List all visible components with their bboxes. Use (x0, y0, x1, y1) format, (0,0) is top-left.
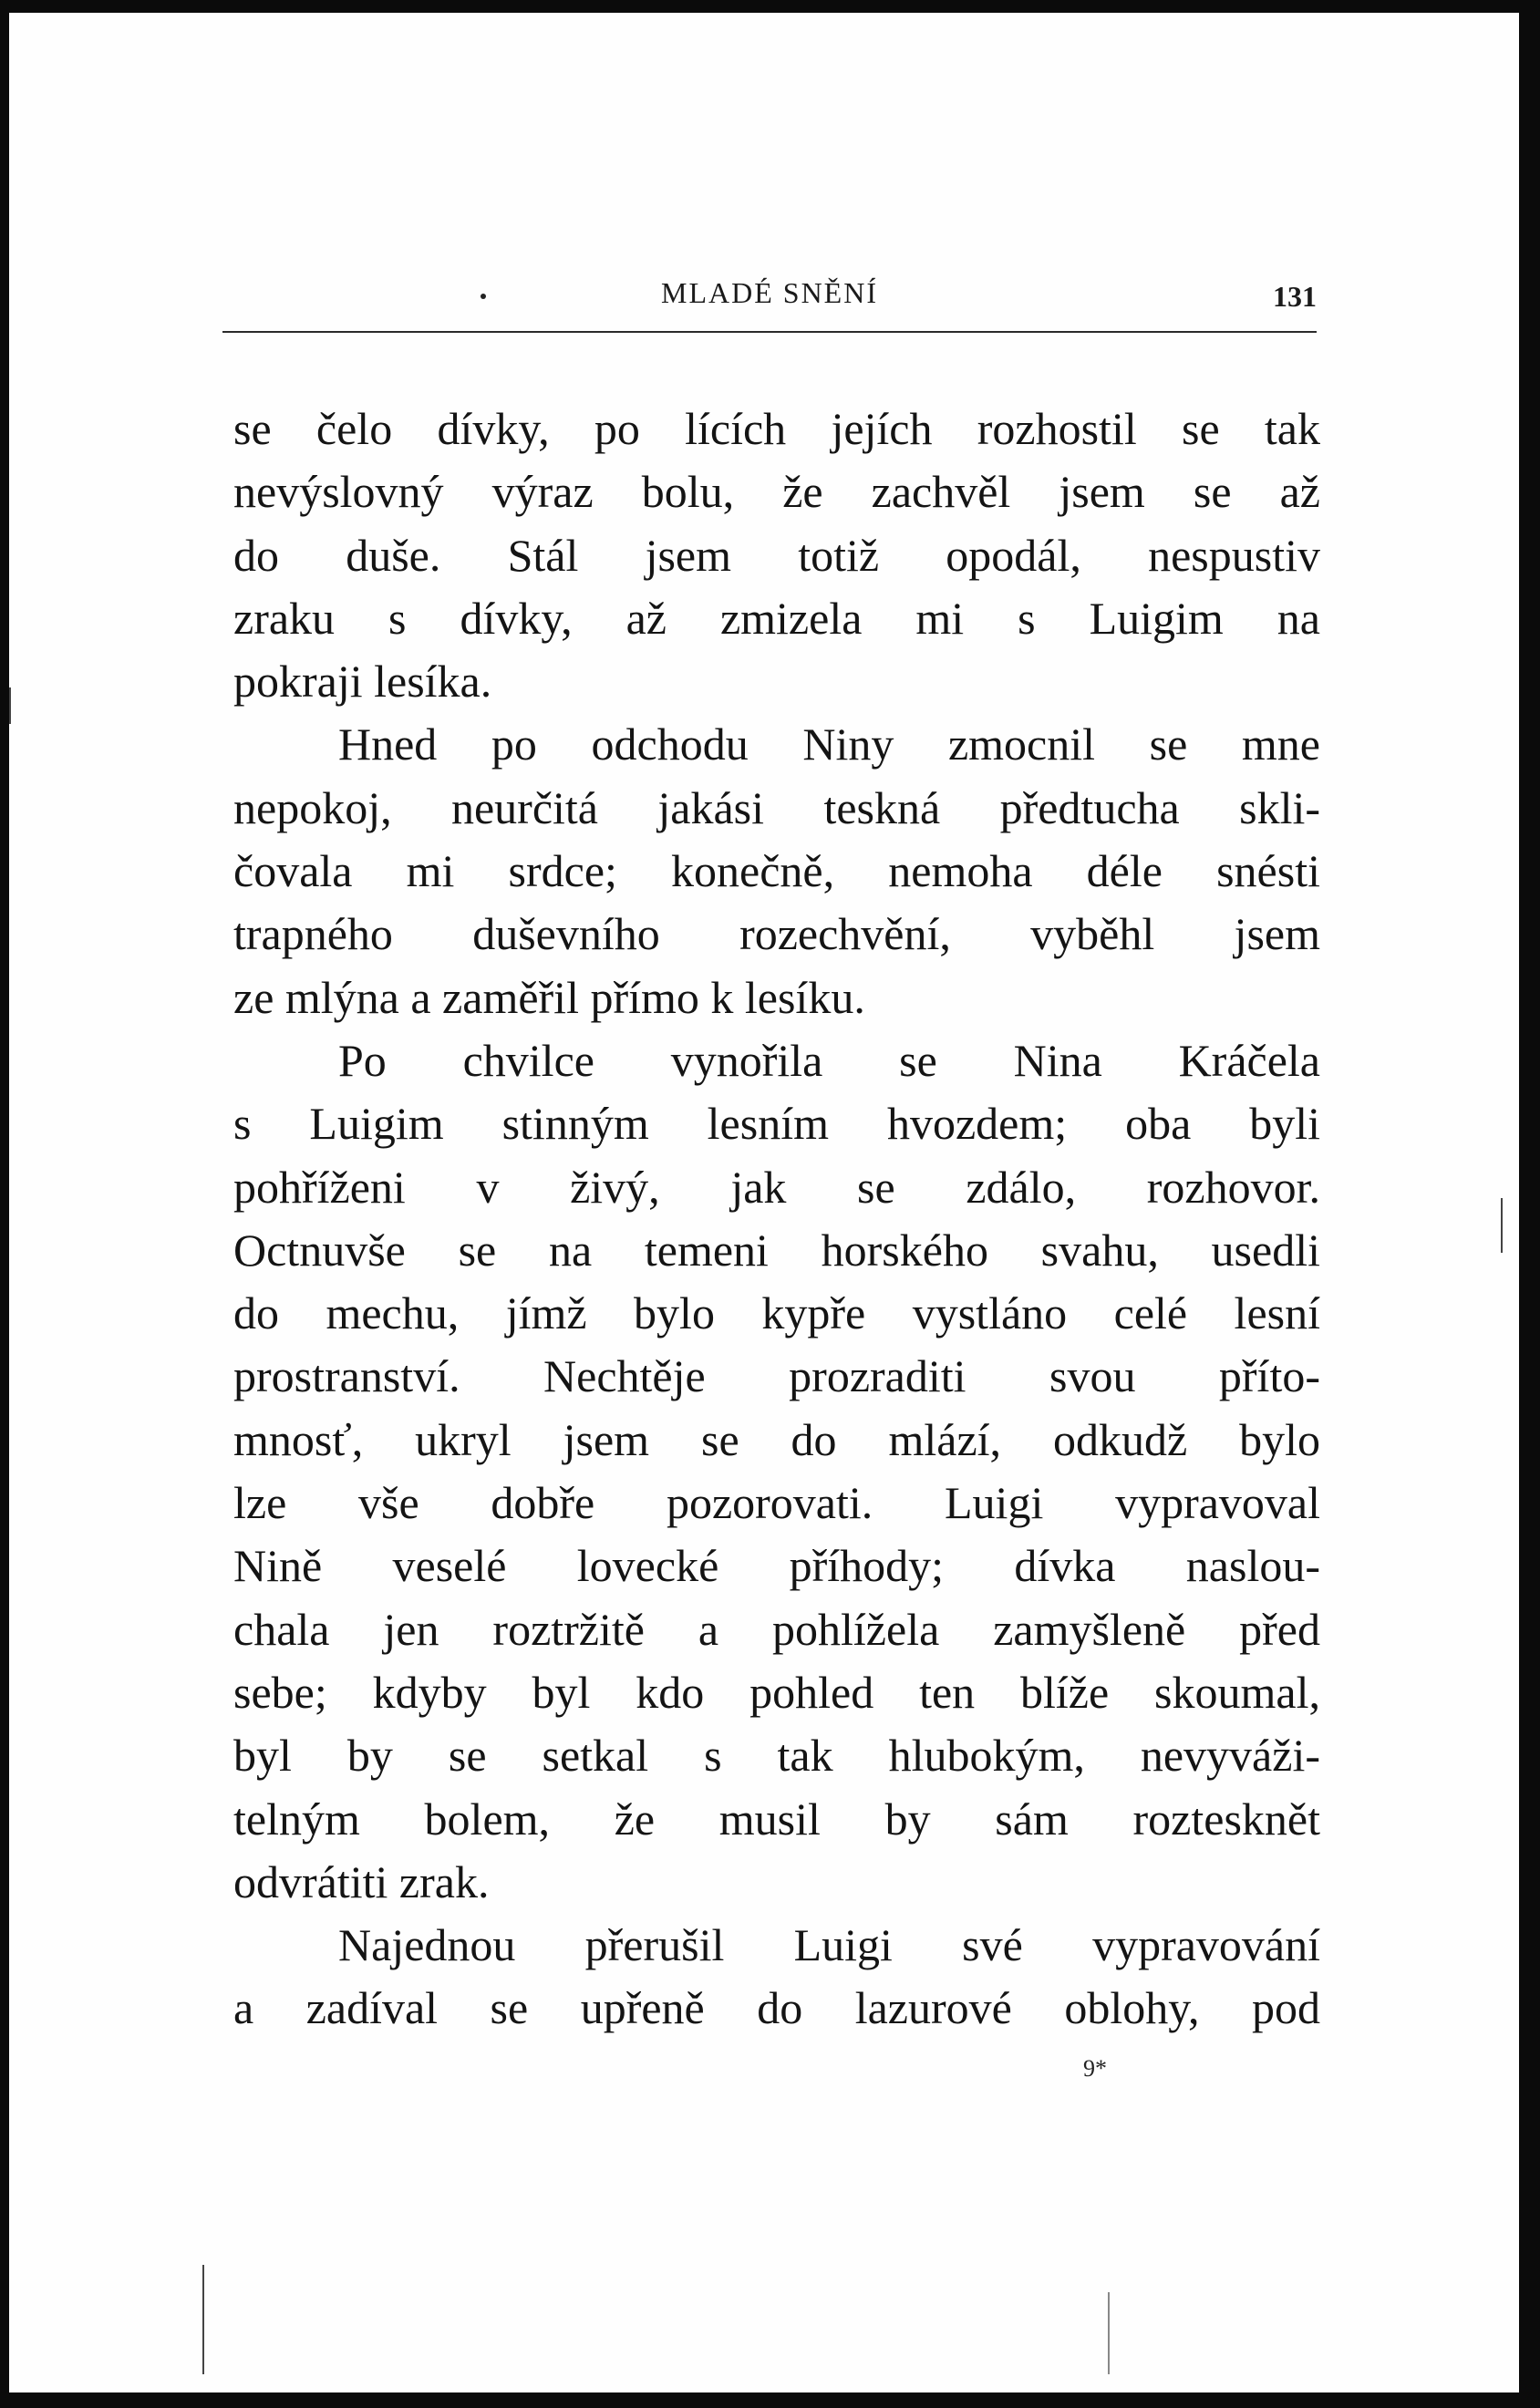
text-line: se čelo dívky, po lících jejích rozhostil se tak (233, 403, 1320, 454)
text-line: telným bolem, že musil by sám roztesknět (233, 1793, 1320, 1845)
text-line: mnosť, ukryl jsem se do mlází, odkudž bylo (233, 1413, 1320, 1465)
scan-artifact (202, 2265, 204, 2374)
signature-mark: 9* (1083, 2055, 1107, 2082)
text-line: lze vše dobře pozorovati. Luigi vypravoval (233, 1477, 1320, 1529)
text-line: nepokoj, neurčitá jakási teskná předtucha skli- (233, 781, 1320, 833)
text-line: sebe; kdyby byl kdo pohled ten blíže skoumal, (233, 1666, 1320, 1718)
text-line: byl by se setkal s tak hlubokým, nevyváži- (233, 1730, 1320, 1782)
text-line: prostranství. Nechtěje prozraditi svou příto- (233, 1350, 1320, 1402)
text-line: Octnuvše se na temeni horského svahu, usedli (233, 1224, 1320, 1276)
text-line: Hned po odchodu Niny zmocnil se mne (338, 718, 1320, 770)
text-line: Nině veselé lovecké příhody; dívka naslou- (233, 1540, 1320, 1592)
text-line: ze mlýna a zaměřil přímo k lesíku. (233, 971, 865, 1023)
page-number: 131 (1273, 280, 1317, 313)
text-line: čovala mi srdce; konečně, nemoha déle snésti (233, 845, 1320, 897)
text-line: chala jen roztržitě a pohlížela zamyšleně před (233, 1603, 1320, 1655)
book-page (9, 13, 1519, 2392)
text-line: pohříženi v živý, jak se zdálo, rozhovor. (233, 1161, 1320, 1213)
text-line: s Luigim stinným lesním hvozdem; oba byli (233, 1098, 1320, 1150)
scan-artifact (1501, 1198, 1503, 1253)
body-text (233, 398, 1320, 2041)
text-line: Po chvilce vynořila se Nina Kráčela (338, 1034, 1320, 1086)
scan-artifact (1108, 2292, 1110, 2374)
scan-artifact (9, 687, 11, 724)
running-title: MLADÉ SNĚNÍ (661, 276, 878, 309)
running-head (222, 273, 1317, 336)
text-line: do mechu, jímž bylo kypře vystláno celé lesní (233, 1287, 1320, 1339)
text-line: Najednou přerušil Luigi své vypravování (338, 1919, 1320, 1971)
text-line: a zadíval se upřeně do lazurové oblohy, pod (233, 1982, 1320, 2034)
text-line: trapného duševního rozechvění, vyběhl jsem (233, 908, 1320, 960)
text-line: pokraji lesíka. (233, 656, 492, 708)
text-line: nevýslovný výraz bolu, že zachvěl jsem se až (233, 466, 1320, 518)
text-line: do duše. Stál jsem totiž opodál, nespustiv (233, 529, 1320, 581)
header-rule (222, 331, 1317, 333)
text-line: odvrátiti zrak. (233, 1855, 490, 1907)
text-line: zraku s dívky, až zmizela mi s Luigim na (233, 592, 1320, 644)
